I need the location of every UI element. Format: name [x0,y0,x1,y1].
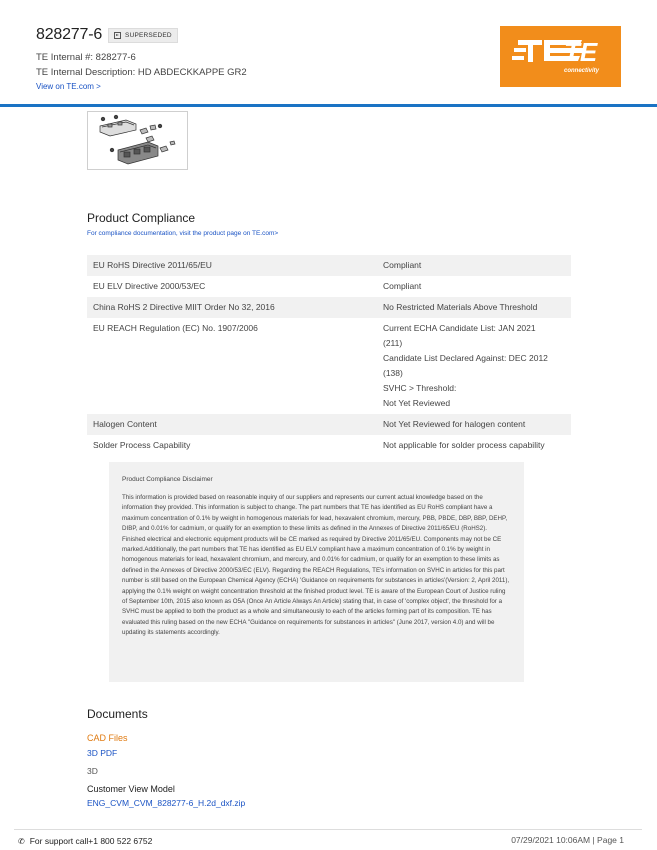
product-drawing-icon [88,112,187,169]
compliance-value-line: Compliant [383,260,422,270]
header-divider [0,104,657,107]
logo-text: TE [564,37,598,67]
product-image [87,111,188,170]
compliance-key: Solder Process Capability [93,440,191,450]
disclaimer-title: Product Compliance Disclaimer [122,476,213,483]
compliance-docs-link[interactable]: For compliance documentation, visit the product page on TE.com> [87,230,279,237]
footer-divider [14,829,642,830]
phone-icon: ✆ [18,836,25,846]
logo-subtitle: connectivity [563,68,599,74]
3d-label: 3D [87,766,98,776]
compliance-value-line: Not Yet Reviewed [383,398,451,408]
compliance-value-line: (211) [383,338,403,348]
compliance-key: EU REACH Regulation (EC) No. 1907/2006 [93,323,258,333]
table-row [87,414,571,435]
compliance-value [383,297,571,318]
te-logo-icon [500,26,621,87]
compliance-value-line: No Restricted Materials Above Threshold [383,302,538,312]
compliance-key: EU RoHS Directive 2011/65/EU [93,260,212,270]
internal-description: TE Internal Description: HD ABDECKKAPPE GR2 [36,67,247,78]
table-row [87,255,571,276]
superseded-icon [114,32,121,39]
cvm-download-link[interactable]: ENG_CVM_CVM_828277-6_H.2d_dxf.zip [87,798,246,808]
table-row [87,297,571,318]
compliance-key: Halogen Content [93,419,157,429]
table-row [87,318,571,414]
disclaimer-text: This information is provided based on reasonable inquiry of our suppliers and represents our current actual knowledge based on the information they provided. This information is subject to change. The part numbers that TE has identified as EU RoHS compliant have a maximum concentration of 0.1% by weight in homogenous materials for lead, hexavalent chromium, mercury, PBB, PBDE, DBP, BBP, DEHP, DIBP, and 0.01% for cadmium, or qualify for an exemption to these limits as defined in the Annexes of Directive 2011/65/EU (RoHS2). Finished electrical and electronic equipment products will be CE marked as required by Directive 2011/65/EU. Components may not be CE marked.Additionally, the part numbers that TE has identified as EU ELV compliant have a maximum concentration of 0.1% by weight in homogenous materials for lead, hexavalent chromium, and mercury, and 0.01% for cadmium, or qualify for an exemption to these limits as defined in the Annexes of Directive 2000/53/EC (ELV). Regarding the REACH Regulations, TE's information on SVHC in articles for this part number is still based on the European Chemical Agency (ECHA) 'Guidance on requirements for substances in articles'(Version: 2, April 2011), applying the 0.1% weight on weight concentration threshold at the finished product level. TE is aware of the European Court of Justice ruling of September 10th, 2015 also known as O5A (Once An Article Always An Article) stating that, in case of 'complex object', the threshold for a SVHC must be applied to both the product as a whole and simultaneously to each of the articles forming part of its composition. TE has evaluated this ruling based on the new ECHA "Guidance on requirements for substances in articles" (June 2017, version 4.0) and will be updating its statements accordingly. [122,494,510,637]
compliance-value [383,414,571,435]
compliance-value-line: Not Yet Reviewed for halogen content [383,419,526,429]
compliance-value-line: Candidate List Declared Against: DEC 2012 [383,353,548,363]
view-on-te-link[interactable]: View on TE.com > [36,82,101,91]
compliance-value-line: Not applicable for solder process capability [383,440,545,450]
documents-title: Documents [87,707,148,721]
compliance-value [383,435,571,456]
compliance-title: Product Compliance [87,211,196,225]
internal-number: TE Internal #: 828277-6 [36,52,136,63]
compliance-value-line: (138) [383,368,403,378]
table-row [87,276,571,297]
compliance-value [383,276,571,297]
compliance-disclaimer [109,462,524,682]
compliance-value-line: SVHC > Threshold: [383,383,457,393]
page-header [0,0,657,106]
status-badge [108,28,178,43]
table-row [87,435,571,456]
compliance-value [383,318,571,414]
compliance-value-line: Current ECHA Candidate List: JAN 2021 [383,323,536,333]
cad-files-label: CAD Files [87,733,128,743]
support-text: For support call+1 800 522 6752 [29,836,153,846]
compliance-value [383,255,571,276]
title-row [36,26,178,44]
3d-pdf-link[interactable]: 3D PDF [87,748,118,758]
compliance-key: China RoHS 2 Directive MIIT Order No 32, 2016 [93,302,275,312]
footer-support [18,836,152,846]
compliance-table [87,255,571,456]
part-number: 828277-6 [36,26,103,43]
compliance-value-line: Compliant [383,281,422,291]
status-badge-label: SUPERSEDED [125,31,172,39]
footer-date-page: 07/29/2021 10:06AM | Page 1 [511,835,624,845]
te-logo [500,26,621,87]
compliance-key: EU ELV Directive 2000/53/EC [93,281,206,291]
customer-view-model-label: Customer View Model [87,784,175,794]
